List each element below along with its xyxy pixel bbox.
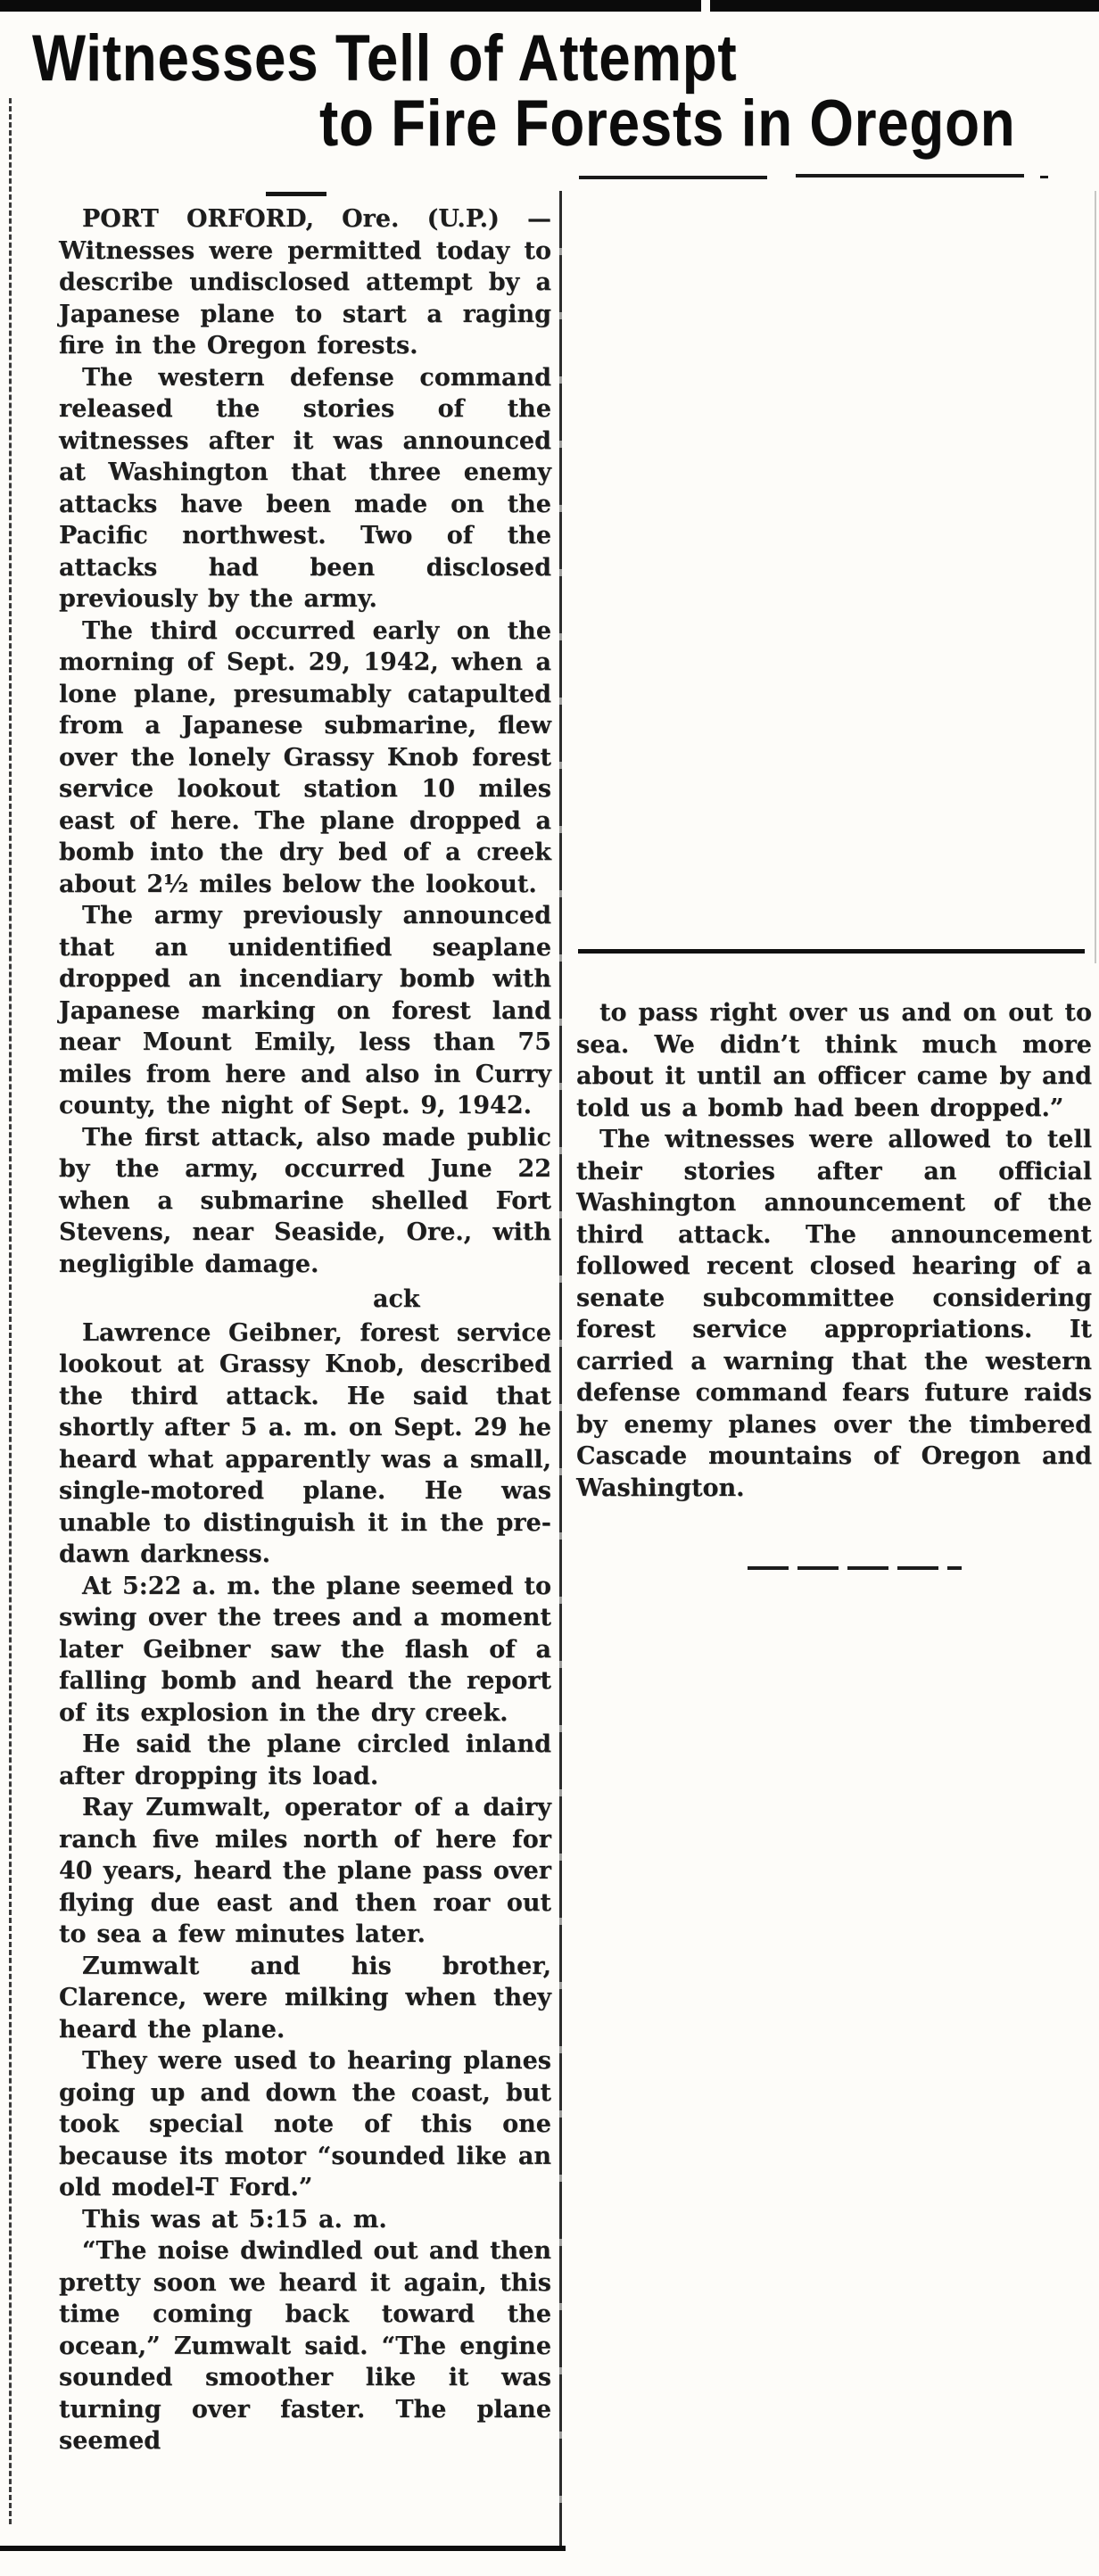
right-column-top-rule bbox=[578, 949, 1085, 954]
article-paragraph: PORT ORFORD, Ore. (U.P.) —Witnesses were permitted today to describe undisclosed attempt by a Japanese plane to start a raging fire in the Oregon forests. bbox=[59, 205, 551, 359]
article-paragraph: “The noise dwindled out and then pretty soon we heard it again, this time coming back toward the ocean,” Zumwalt said. “The engine sounded smoother like it was turning over faster. The plane seemed bbox=[59, 2237, 551, 2455]
article-left-column bbox=[59, 203, 551, 2457]
column-divider-rule bbox=[559, 191, 562, 2551]
headline-right-dash-3 bbox=[1040, 176, 1048, 178]
headline-line2: to Fire Forests in Oregon bbox=[319, 87, 1016, 160]
article-right-column bbox=[576, 997, 1092, 1504]
article-paragraph: At 5:22 a. m. the plane seemed to swing over the trees and a moment later Geibner saw the flash of a falling bomb and heard the report of its explosion in the dry creek. bbox=[59, 1572, 551, 1727]
bottom-edge-rule bbox=[0, 2546, 566, 2551]
article-paragraph: Lawrence Geibner, forest service lookout at Grassy Knob, described the third attack. He said that shortly after 5 a. m. on Sept. 29 he heard what apparently was a small, single-motored plane. He was unable to distinguish it in the pre-dawn darkness. bbox=[59, 1318, 551, 1568]
headline-underline-dash bbox=[266, 192, 326, 196]
article-paragraph: Zumwalt and his brother, Clarence, were milking when they heard the plane. bbox=[59, 1952, 551, 2043]
headline-line1: Witnesses Tell of Attempt bbox=[32, 22, 738, 95]
top-edge-bar-notch bbox=[701, 0, 710, 12]
top-edge-bar bbox=[0, 0, 1099, 12]
left-column-rule bbox=[9, 98, 12, 2524]
article-paragraph: The first attack, also made public by the army, occurred June 22 when a submarine shelled Fort Stevens, near Seaside, Ore., with negligible damage. bbox=[59, 1123, 551, 1278]
article-paragraph: The witnesses were allowed to tell their stories after an official Washington announcement of the third attack. The announcement followed recent closed hearing of a senate subcommittee considering forest service appropriations. It carried a warning that the western defense command fears future raids by enemy planes over the timbered Cascade mountains of Oregon and Washington. bbox=[576, 1126, 1092, 1502]
headline-right-dash-2 bbox=[796, 174, 1024, 178]
article-paragraph: He said the plane circled inland after dropping its load. bbox=[59, 1730, 551, 1790]
article-paragraph: Ray Zumwalt, operator of a dairy ranch five miles north of here for 40 years, heard the plane pass over flying due east and then roar out to sea a few minutes later. bbox=[59, 1794, 551, 1948]
article-paragraph: The third occurred early on the morning of Sept. 29, 1942, when a lone plane, presumably catapulted from a Japanese submarine, flew over the lonely Grassy Knob forest service lookout station 10 miles east of here. The plane dropped a bomb into the dry bed of a creek about 2½ miles below the lookout. bbox=[59, 616, 551, 898]
headline-right-dash-1 bbox=[579, 176, 767, 179]
article-paragraph: This was at 5:15 a. m. bbox=[82, 2205, 387, 2233]
article-paragraph: They were used to hearing planes going up and down the coast, but took special note of this one because its motor “sounded like an old model-T Ford.” bbox=[59, 2047, 551, 2201]
article-paragraph: to pass right over us and on out to sea. We didn’t think much more about it until an officer came by and told us a bomb had been dropped.” bbox=[576, 999, 1092, 1122]
right-clipping-edge-rule bbox=[1095, 191, 1096, 963]
article-paragraph: The western defense command released the stories of the witnesses after it was announced at Washington that three enemy attacks have been made on the Pacific northwest. Two of the attacks had been disclosed previously by the army. bbox=[59, 363, 551, 613]
article-end-rule bbox=[748, 1566, 962, 1570]
article-paragraph: The army previously announced that an unidentified seaplane dropped an incendiary bomb with Japanese marking on forest land near Mount Emily, less than 75 miles from here and also in Curry county, the night of Sept. 9, 1942. bbox=[59, 902, 551, 1119]
article-subhead-fragment: ack bbox=[373, 1285, 420, 1313]
